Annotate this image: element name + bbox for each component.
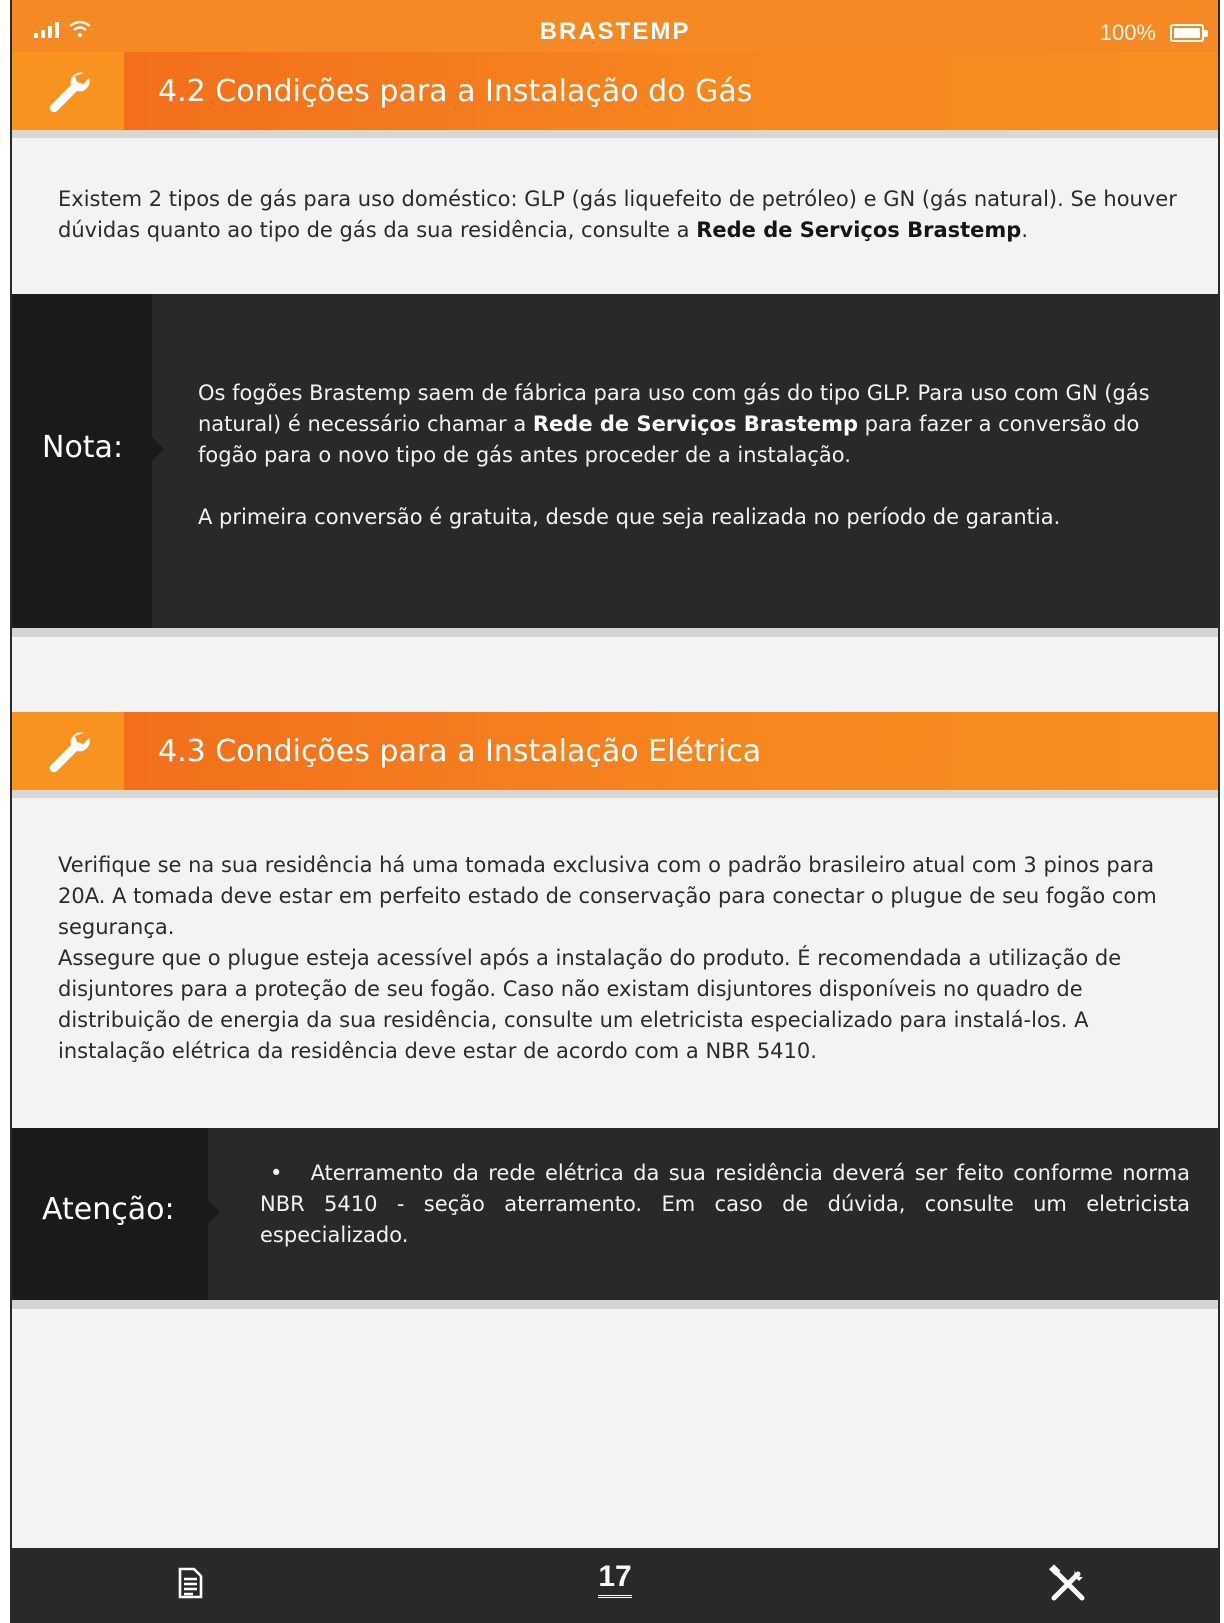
section-title: 4.3 Condições para a Instalação Elétrica [158, 734, 762, 769]
service-network-link: Rede de Serviços Brastemp [696, 218, 1022, 242]
attention-text: • Aterramento da rede elétrica da sua residência deverá ser feito conforme norma NBR 5410 - seção aterramento. Em caso de dúvida, consulte um eletricista especializado. [260, 1161, 1190, 1247]
tools-icon[interactable] [1048, 1564, 1088, 1604]
attention-label: Atenção: [42, 1192, 175, 1227]
section-title: 4.2 Condições para a Instalação do Gás [158, 74, 753, 109]
electric-description: Verifique se na sua residência há uma tomada exclusiva com o padrão brasileiro atual com 3 pinos para 20A. A tomada deve estar em perfeito estado de conservação para conectar o plugue de seu fogão com segurança. Assegure que o plugue esteja acessível após a instalação do produto. É recomendada a utilização de disjuntores para a proteção de seu fogão. Caso não existam disjuntores disponíveis no quadro de distribuição de energia da sua residência, consulte um eletricista especializado para instalá-los. A instalação elétrica da residência deve estar de acordo com a NBR 5410. [58, 853, 1157, 1063]
status-bar [12, 0, 1218, 56]
section-header-gas [12, 52, 1218, 130]
brand-logo: BRASTEMP [539, 18, 691, 45]
battery-percentage: 100% [1099, 20, 1156, 45]
attention-box [12, 1128, 1218, 1300]
note-text: Os fogões Brastemp saem de fábrica para uso com gás do tipo GLP. Para uso com GN (gás natural) é necessário chamar a Rede de Serviços Brastemp para fazer a conversão do fogão para o novo tipo de gás antes proceder de a instalação. A primeira conversão é gratuita, desde que seja realizada no período de garantia. [198, 381, 1150, 529]
note-box [12, 294, 1218, 628]
battery-icon [1170, 24, 1204, 42]
note-label: Nota: [42, 430, 124, 465]
wrench-icon [44, 727, 92, 775]
page-number: 17 [598, 1561, 631, 1598]
gas-description: Existem 2 tipos de gás para uso doméstico: GLP (gás liquefeito de petróleo) e GN (gás natural). Se houver dúvidas quanto ao tipo de gás da sua residência, consulte a Rede de Serviços Brastemp. [58, 187, 1177, 242]
app-screen [10, 0, 1220, 1623]
wrench-icon [44, 67, 92, 115]
bottom-navigation-bar [12, 1548, 1218, 1623]
section-header-electric [12, 712, 1218, 790]
